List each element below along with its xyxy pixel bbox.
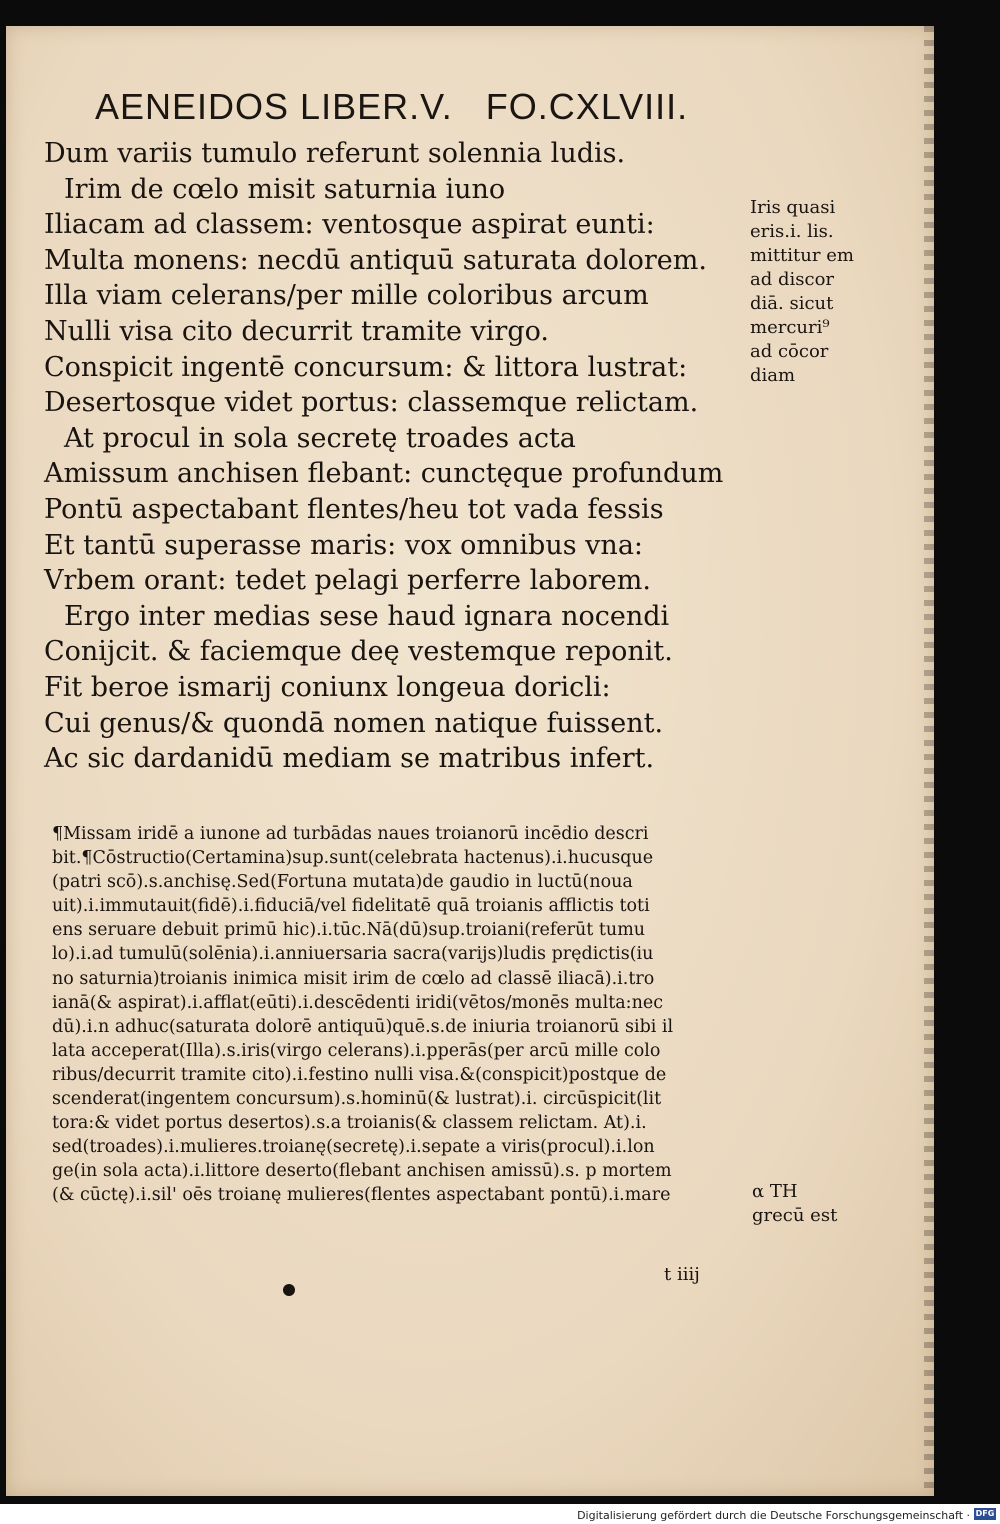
commentary-line: sed(troades).i.mulieres.troianę(secretę).i.sepate a viris(procul).i.lon	[52, 1137, 655, 1158]
footer-credit: Digitalisierung gefördert durch die Deutsche Forschungsgemeinschaft ·	[577, 1509, 970, 1522]
verse-line: Amissum anchisen flebant: cunctęque profundum	[44, 458, 724, 490]
verse-line: Illa viam celerans/per mille coloribus arcum	[44, 280, 649, 312]
margin-gloss	[750, 196, 860, 388]
commentary-line: (patri scō).s.anchisę.Sed(Fortuna mutata)de gaudio in luctū(noua	[52, 872, 633, 893]
commentary-line: tora:& videt portus desertos).s.a troianis(& classem relictam. At).i.	[52, 1113, 647, 1134]
verse-line: Et tantū superasse maris: vox omnibus vna:	[44, 529, 644, 561]
greek-note-line: α TH	[752, 1181, 798, 1202]
margin-gloss-line: mercuri⁹	[750, 317, 830, 338]
verse-line: Multa monens: necdū antiquū saturata dolorem.	[44, 244, 707, 276]
verse-line: Cui genus/& quondā nomen natique fuissent.	[44, 707, 664, 739]
commentary-line: lo).i.ad tumulū(solēnia).i.anniuersaria sacra(varijs)ludis prędictis(iu	[52, 944, 654, 965]
commentary-line: bit.¶Cōstructio(Certamina)sup.sunt(celebrata hactenus).i.hucusque	[52, 848, 654, 869]
ink-blot	[283, 1284, 295, 1296]
margin-gloss-line: diā. sicut	[750, 293, 834, 314]
verse-line: Vrbem orant: tedet pelagi perferre laborem.	[44, 565, 651, 597]
signature-mark: t iiij	[664, 1264, 700, 1285]
dfg-logo: DFG	[975, 1509, 995, 1518]
verse-line: Pontū aspectabant flentes/heu tot vada fessis	[44, 493, 664, 525]
commentary-line: lata acceperat(Illa).s.iris(virgo celerans).i.pperās(per arcū mille colo	[52, 1040, 661, 1061]
commentary-line: ge(in sola acta).i.littore deserto(flebant anchisen amissū).s. p mortem	[52, 1161, 672, 1182]
greek-note-line: grecū est	[752, 1205, 838, 1226]
verse-line: Irim de cœlo misit saturnia iuno	[64, 173, 506, 205]
commentary-line: ens seruare debuit primū hic).i.tūc.Nā(dū)sup.troiani(referūt tumu	[52, 920, 646, 941]
commentary-line: ianā(& aspirat).i.afflat(eūti).i.descēdenti iridi(vētos/monēs multa:nec	[52, 992, 664, 1013]
commentary-line: uit).i.immutauit(fidē).i.fiduciā/vel fidelitatē quā troianis afflictis toti	[52, 896, 650, 917]
verse-line: Nulli visa cito decurrit tramite virgo.	[44, 315, 549, 347]
verse-line: Conspicit ingentē concursum: & littora lustrat:	[44, 351, 688, 383]
verse-line: Dum variis tumulo referunt solennia ludis.	[44, 138, 626, 169]
verse-line: Iliacam ad classem: ventosque aspirat eunti:	[44, 209, 655, 241]
commentary-block	[52, 822, 772, 1208]
verse-line: Fit beroe ismarij coniunx longeua doricli:	[44, 671, 611, 703]
commentary-line: scenderat(ingentem concursum).s.hominū(& lustrat).i. circūspicit(lit	[52, 1089, 662, 1110]
margin-gloss-line: mittitur em	[750, 245, 854, 266]
commentary-line: ¶Missam iridē a iunone ad turbādas naues troianorū incēdio descri	[52, 824, 649, 844]
verse-line: Ergo inter medias sese haud ignara nocendi	[64, 600, 670, 632]
margin-gloss-line: eris.i. lis.	[750, 221, 834, 242]
verse-line: Conijcit. & faciemque deę vestemque reponit.	[44, 636, 673, 668]
commentary-line: no saturnia)troianis inimica misit irim de cœlo ad classē iliacā).i.tro	[52, 968, 655, 989]
verse-block	[44, 136, 744, 777]
commentary-line: (& cūctę).i.sil' oēs troianę mulieres(flentes aspectabant pontū).i.mare	[52, 1185, 671, 1206]
margin-gloss-line: Iris quasi	[750, 197, 836, 218]
verse-line: Desertosque videt portus: classemque relictam.	[44, 387, 699, 419]
greek-margin-note	[752, 1180, 837, 1228]
margin-gloss-line: diam	[750, 365, 796, 386]
verse-line: At procul in sola secretę troades acta	[64, 422, 576, 454]
page-torn-edge	[924, 26, 934, 1496]
margin-gloss-line: ad discor	[750, 269, 835, 290]
commentary-line: dū).i.n adhuc(saturata dolorē antiquū)quē.s.de iniuria troianorū sibi il	[52, 1016, 674, 1037]
margin-gloss-line: ad cōcor	[750, 341, 829, 362]
verse-line: Ac sic dardanidū mediam se matribus infert.	[44, 743, 655, 775]
commentary-line: ribus/decurrit tramite cito).i.festino nulli visa.&(conspicit)postque de	[52, 1064, 667, 1085]
running-head: AENEIDOS LIBER.V. FO.CXLVIII.	[95, 86, 689, 127]
